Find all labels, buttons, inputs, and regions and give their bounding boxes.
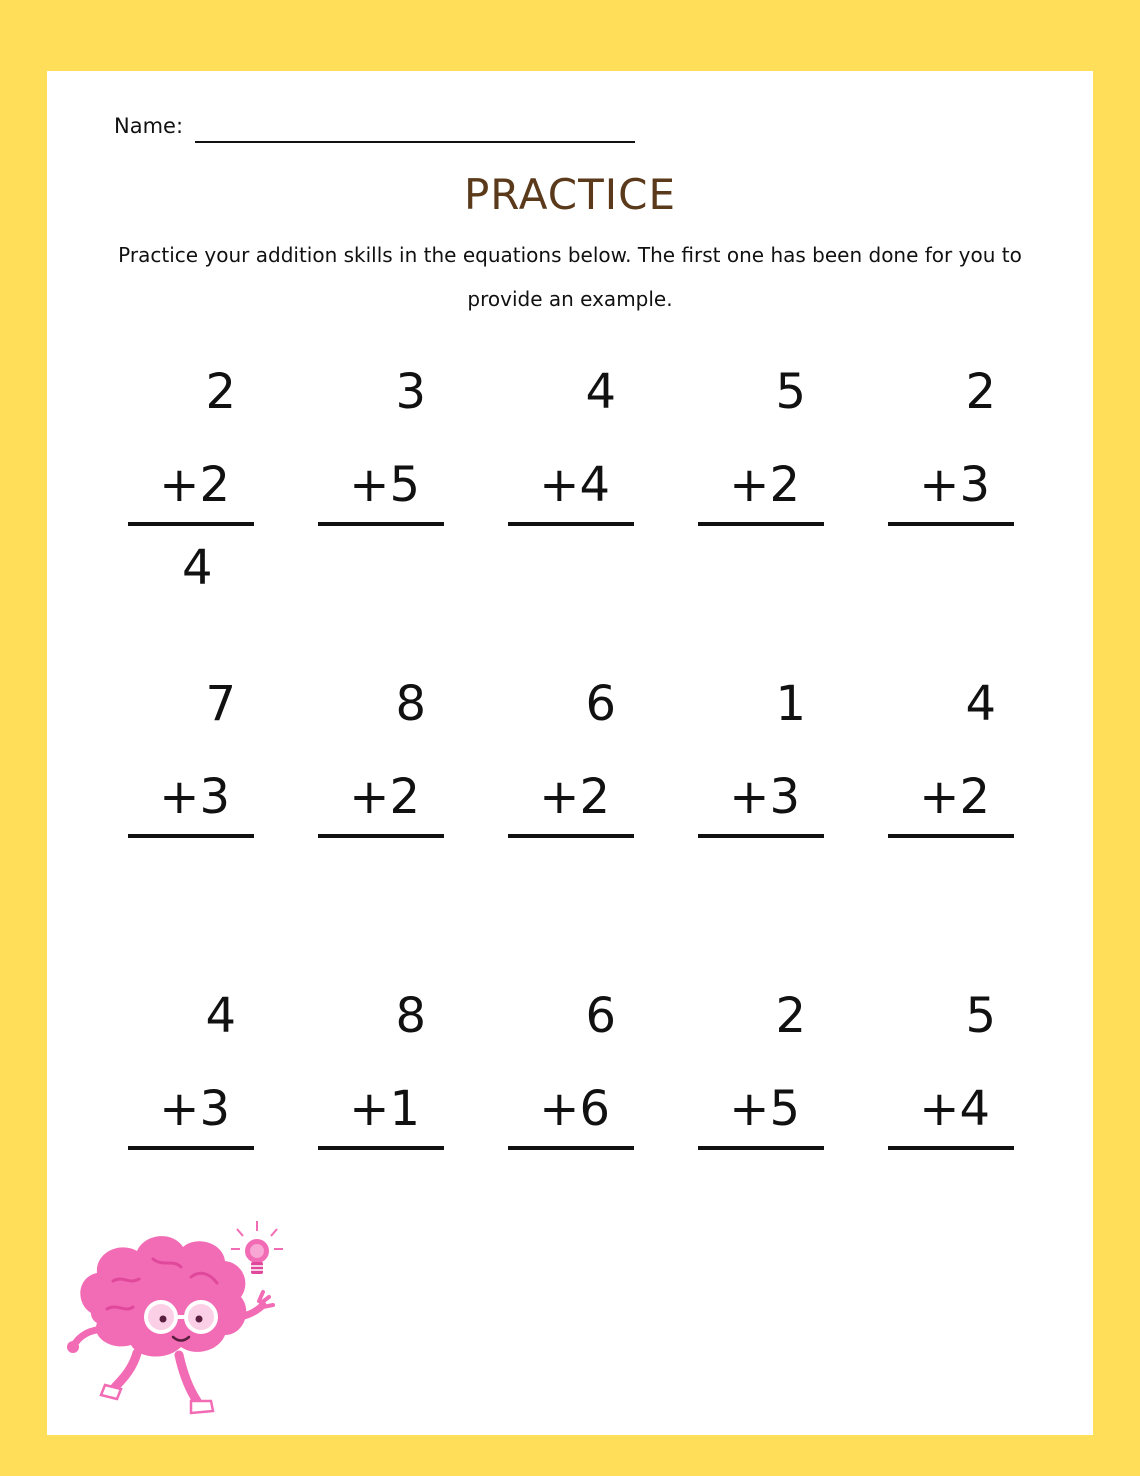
problem-top-number: 1 [775, 676, 806, 732]
name-field-row [114, 113, 635, 139]
answer-line[interactable] [318, 1146, 444, 1150]
answer-line[interactable] [698, 522, 824, 526]
answer-line[interactable] [508, 1146, 634, 1150]
problem-addend: +3 [919, 457, 990, 513]
problem-addend: +5 [729, 1081, 800, 1137]
problem-answer[interactable]: 4 [182, 540, 213, 596]
problem-top-number: 5 [775, 364, 806, 420]
problem-addend: +2 [729, 457, 800, 513]
problem-addend: +3 [159, 1081, 230, 1137]
name-label: Name: [114, 114, 184, 138]
problem-top-number: 7 [205, 676, 236, 732]
answer-line[interactable] [508, 834, 634, 838]
problem-addend: +3 [729, 769, 800, 825]
answer-line[interactable] [698, 1146, 824, 1150]
problem-top-number: 4 [965, 676, 996, 732]
answer-line[interactable] [888, 834, 1014, 838]
worksheet-page [47, 71, 1093, 1435]
brain-mascot-icon [67, 1217, 297, 1427]
problem-addend: +1 [349, 1081, 420, 1137]
problem-addend: +6 [539, 1081, 610, 1137]
answer-line[interactable] [698, 834, 824, 838]
problem-addend: +4 [919, 1081, 990, 1137]
problem-addend: +2 [919, 769, 990, 825]
problem-addend: +4 [539, 457, 610, 513]
problem-top-number: 2 [205, 364, 236, 420]
instructions-text: Practice your addition skills in the equations below. The first one has been done for you to provide an example. [118, 243, 1022, 311]
problem-top-number: 4 [205, 988, 236, 1044]
problem-addend: +2 [159, 457, 230, 513]
answer-line[interactable] [888, 1146, 1014, 1150]
page-title: PRACTICE [463, 170, 677, 219]
answer-line[interactable] [888, 522, 1014, 526]
problem-top-number: 6 [585, 676, 616, 732]
problem-top-number: 8 [395, 988, 426, 1044]
problem-top-number: 8 [395, 676, 426, 732]
answer-line[interactable] [318, 522, 444, 526]
name-input-line[interactable] [195, 141, 635, 143]
answer-line[interactable] [508, 522, 634, 526]
problem-addend: +2 [539, 769, 610, 825]
answer-line [128, 522, 254, 526]
problem-top-number: 2 [965, 364, 996, 420]
problem-addend: +3 [159, 769, 230, 825]
answer-line[interactable] [128, 834, 254, 838]
problem-addend: +2 [349, 769, 420, 825]
problem-top-number: 5 [965, 988, 996, 1044]
answer-line[interactable] [318, 834, 444, 838]
problem-top-number: 6 [585, 988, 616, 1044]
problem-top-number: 4 [585, 364, 616, 420]
problem-top-number: 2 [775, 988, 806, 1044]
answer-line[interactable] [128, 1146, 254, 1150]
problem-addend: +5 [349, 457, 420, 513]
problem-top-number: 3 [395, 364, 426, 420]
